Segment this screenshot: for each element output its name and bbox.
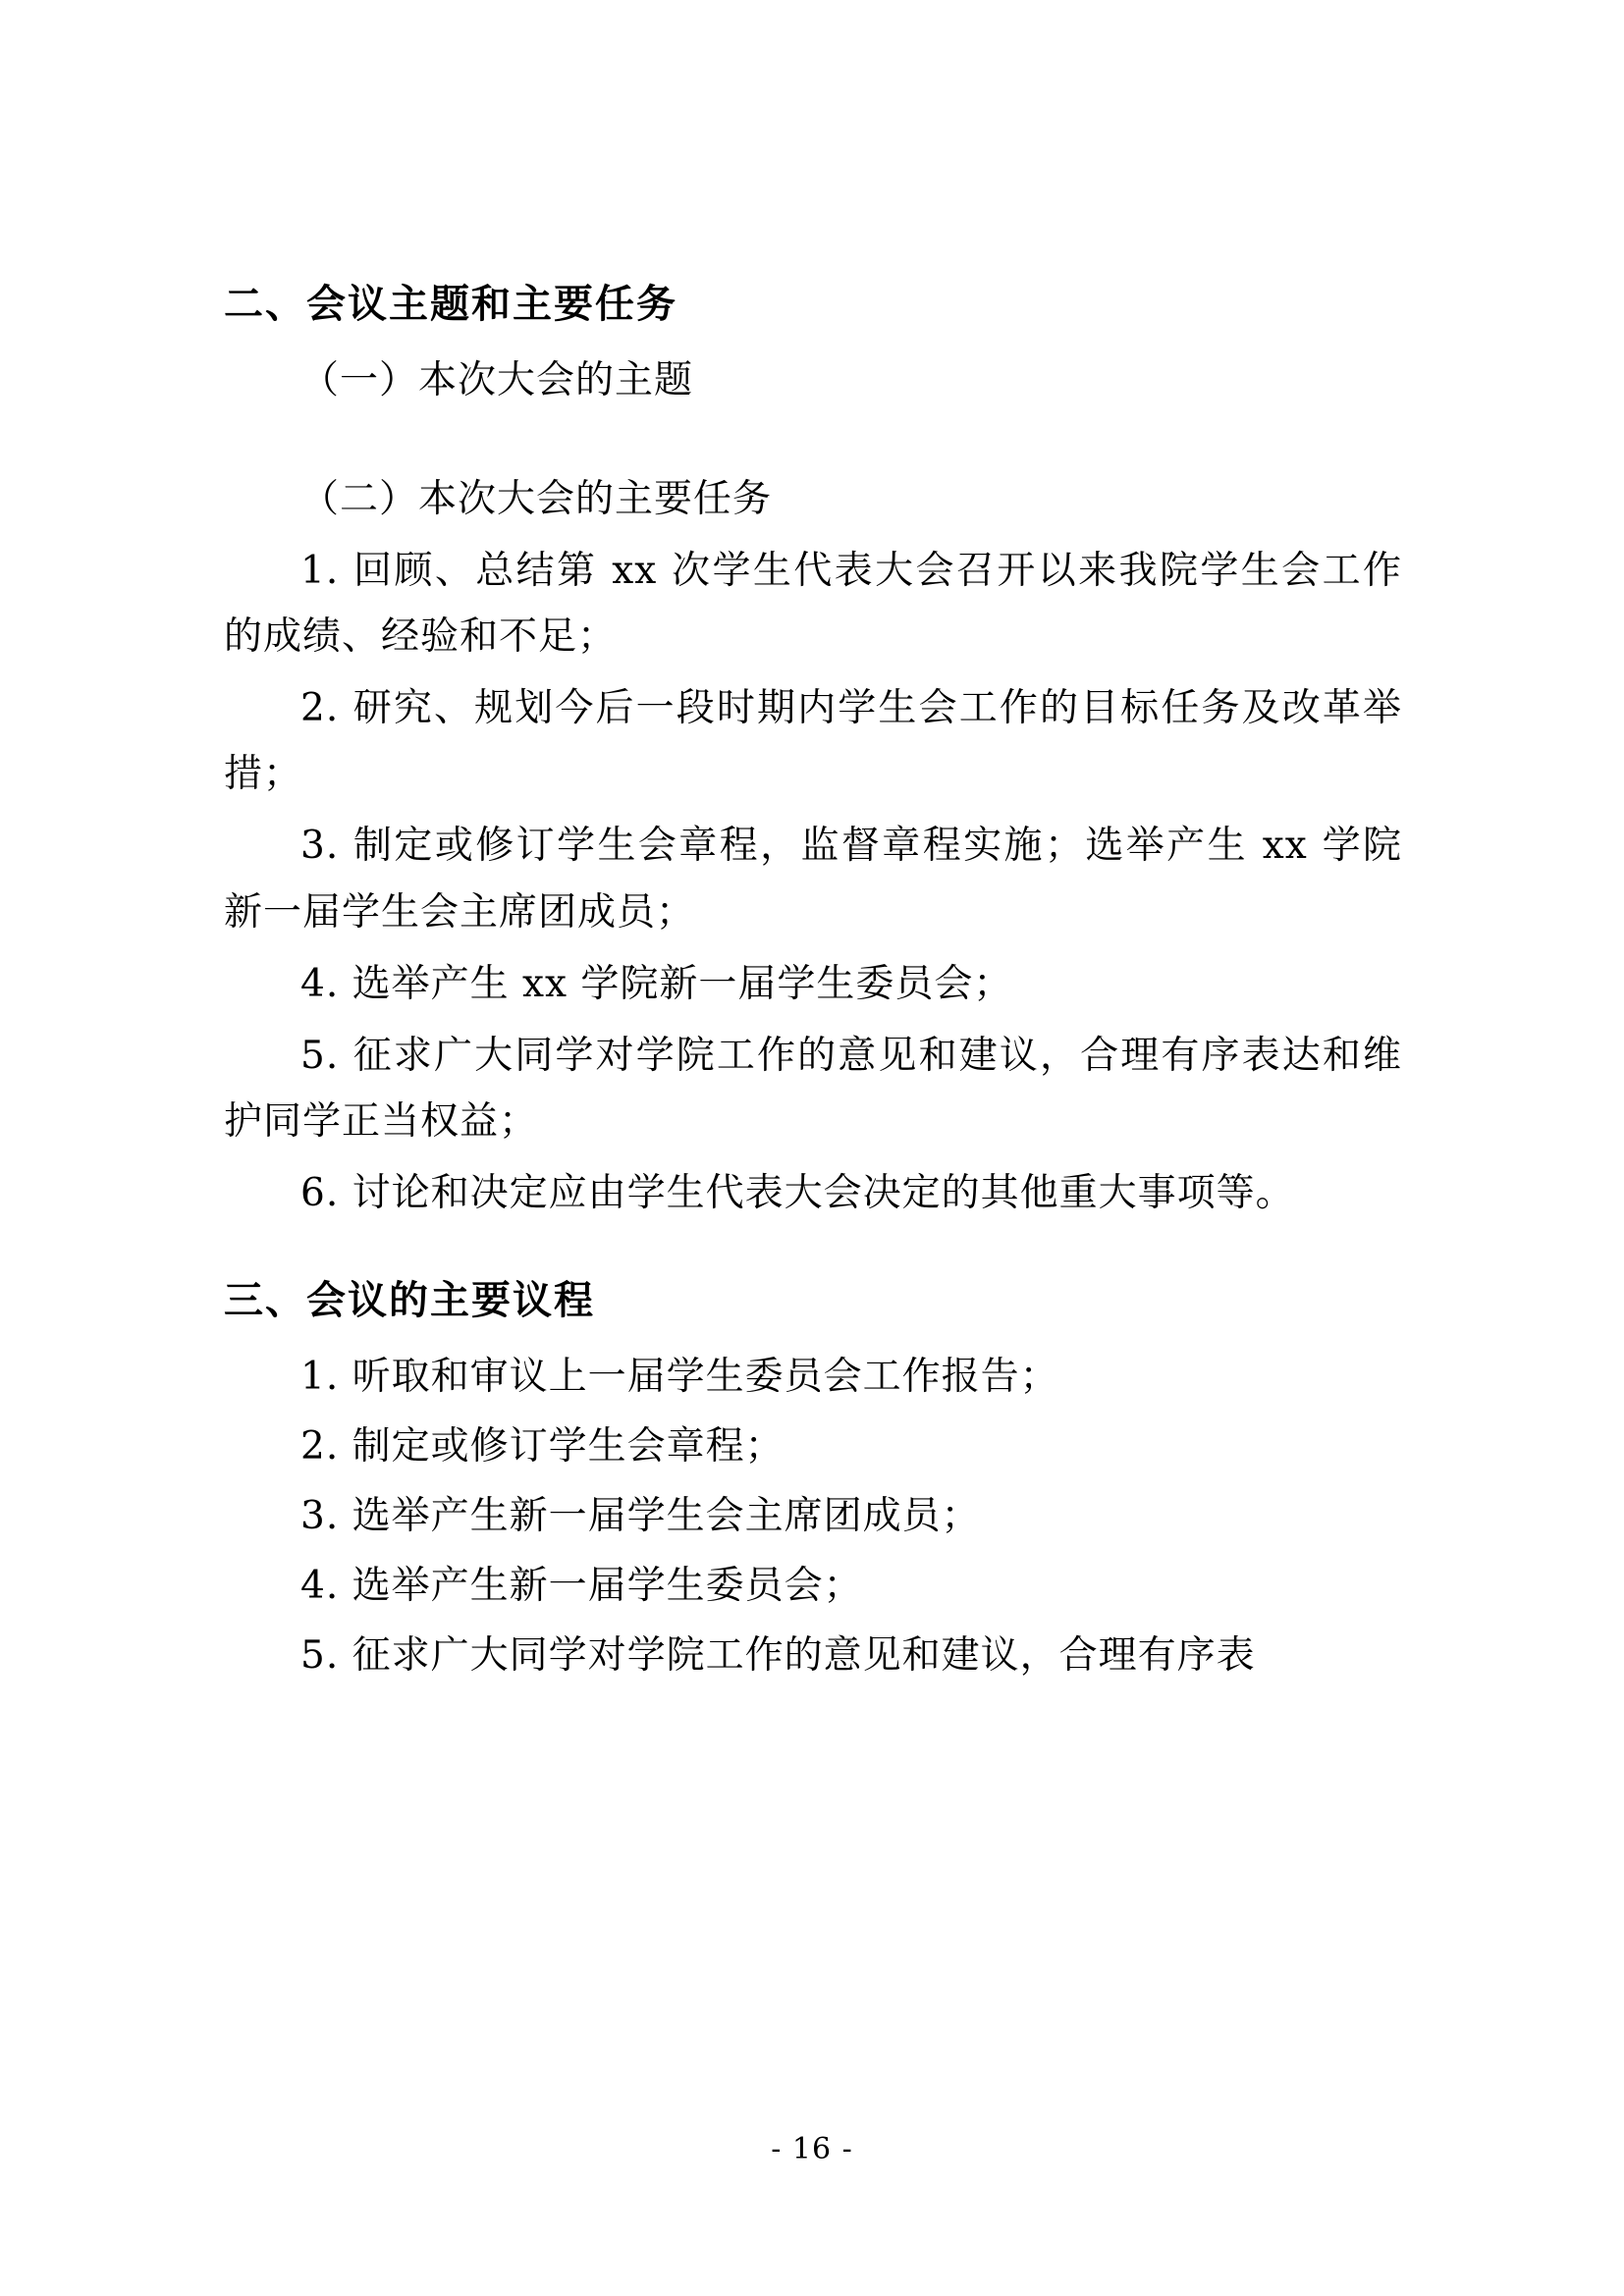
section-heading-two: 二、会议主题和主要任务 (224, 282, 677, 327)
paragraph-theme: （一）本次大会的主题 (300, 358, 694, 402)
agenda-item-3: 3. 选举产生新一届学生会主席团成员； (300, 1494, 981, 1539)
task-item-2: 2. 研究、规划今后一段时期内学生会工作的目标任务及改革举措； (224, 686, 1402, 797)
paragraph-main-tasks-label: （二）本次大会的主要任务 (300, 477, 773, 522)
task-item-5: 5. 征求广大同学对学院工作的意见和建议，合理有序表达和维护同学正当权益； (224, 1033, 1402, 1144)
document-body (224, 275, 1402, 1692)
agenda-item-5: 5. 征求广大同学对学院工作的意见和建议，合理有序表 (300, 1633, 1256, 1679)
task-item-6: 6. 讨论和决定应由学生代表大会决定的其他重大事项等。 (300, 1170, 1295, 1215)
agenda-item-4: 4. 选举产生新一届学生委员会； (300, 1564, 863, 1609)
agenda-item-1: 1. 听取和审议上一届学生委员会工作报告； (300, 1354, 1059, 1399)
section-heading-three: 三、会议的主要议程 (224, 1277, 595, 1323)
agenda-item-2: 2. 制定或修订学生会章程； (300, 1424, 785, 1469)
task-item-4: 4. 选举产生 xx 学院新一届学生委员会； (300, 961, 1013, 1006)
task-item-1: 1. 回顾、总结第 xx 次学生代表大会召开以来我院学生会工作的成绩、经验和不足； (224, 549, 1402, 660)
task-item-3: 3. 制定或修订学生会章程，监督章程实施；选举产生 xx 学院新一届学生会主席团成员； (224, 824, 1402, 934)
page-number: - 16 - (771, 2132, 853, 2166)
